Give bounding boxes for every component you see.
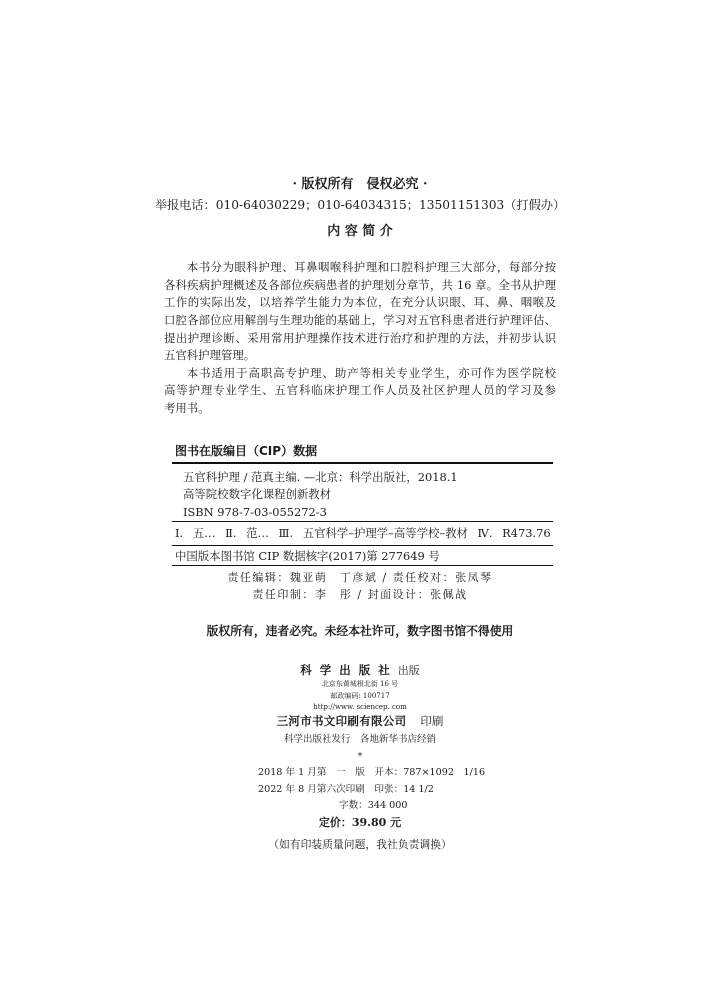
summary-line: 口腔各部位应用解剖与生理功能的基础上，学习对五官科患者进行护理评估、: [164, 312, 556, 327]
price: 定价：39.80 元: [318, 816, 402, 829]
summary-line: 本书分为眼科护理、耳鼻咽喉科护理和口腔科护理三大部分，每部分按: [186, 260, 556, 275]
editor-credits: 责任编辑：魏亚萌 丁彦斌 / 责任校对：张凤琴: [227, 571, 493, 584]
printer-line: [0, 713, 720, 729]
publisher-website: http://www. sciencep. com: [313, 703, 407, 711]
publisher-line: [0, 662, 720, 678]
summary-paragraph: [164, 365, 556, 418]
summary-paragraph: [164, 259, 556, 365]
summary-title: 内 容 简 介: [327, 224, 393, 239]
printer-name: 三河市书文印刷有限公司: [276, 714, 407, 728]
distribution-line: 科学出版社发行 各地新华书店经销: [283, 734, 436, 745]
summary-line: 本书适用于高职高专护理、助产等相关专业学生，亦可作为医学院校: [186, 365, 556, 380]
summary-line: 高等护理专业学生、五官科临床护理工作人员及社区护理人员的学习及参: [164, 383, 556, 398]
production-credits: 责任印制：李 彤 / 封面设计：张佩战: [252, 588, 468, 601]
summary-line: 各科疾病护理概述及各部位疾病患者的护理划分章节，共 16 章。全书从护理: [164, 277, 556, 292]
separator-asterisk: *: [357, 752, 363, 762]
digital-rights-notice: 版权所有，违者必究。未经本社许可，数字图书馆不得使用: [206, 624, 514, 638]
summary-line: 提出护理诊断、采用常用护理操作技术进行治疗和护理的方法，并初步认识: [164, 330, 556, 345]
cip-bottom-rule: [172, 565, 553, 566]
cip-number-line: 中国版本图书馆 CIP 数据核字(2017)第 277649 号: [175, 549, 440, 563]
rights-reserved-heading: · 版权所有 侵权必究 ·: [292, 177, 428, 192]
summary-line: 五官科护理管理。: [164, 348, 256, 363]
printing-line: 2022 年 8 月第六次印刷 印张：14 1/2: [258, 784, 434, 795]
summary-line: 工作的实际出发，以培养学生能力为本位，在充分认识眼、耳、鼻、咽喉及: [164, 295, 556, 310]
cip-title-line: 五官科护理 / 范真主编. —北京：科学出版社，2018.1: [183, 470, 458, 484]
publisher-logo: 科学出版社: [300, 663, 398, 677]
cip-divider: [172, 545, 553, 546]
cip-top-rule: [172, 462, 553, 464]
word-count: 字数：344 000: [339, 800, 408, 811]
cip-isbn-line: ISBN 978-7-03-055272-3: [183, 505, 327, 519]
cip-classification-line: Ⅰ. 五… Ⅱ. 范… Ⅲ. 五官科学–护理学–高等学校–教材 Ⅳ. R473.76: [175, 526, 551, 540]
summary-body: [164, 259, 556, 417]
report-hotline: 举报电话：010-64030229；010-64034315；13501151303（打假办）: [154, 198, 566, 212]
cip-heading: 图书在版编目（CIP）数据: [175, 444, 318, 458]
publisher-postcode: 邮政编码: 100717: [330, 692, 390, 700]
summary-line: 考用书。: [164, 400, 210, 415]
printer-role: 印刷: [420, 714, 444, 728]
publisher-address: 北京东黄城根北街 16 号: [321, 680, 399, 688]
first-edition-line: 2018 年 1 月第 一 版 开本：787×1092 1/16: [258, 767, 486, 778]
cip-divider: [172, 521, 553, 522]
cip-series-line: 高等院校数字化课程创新教材: [183, 487, 332, 501]
replacement-note: （如有印装质量问题，我社负责调换）: [268, 838, 452, 851]
publisher-role: 出版: [397, 664, 420, 677]
